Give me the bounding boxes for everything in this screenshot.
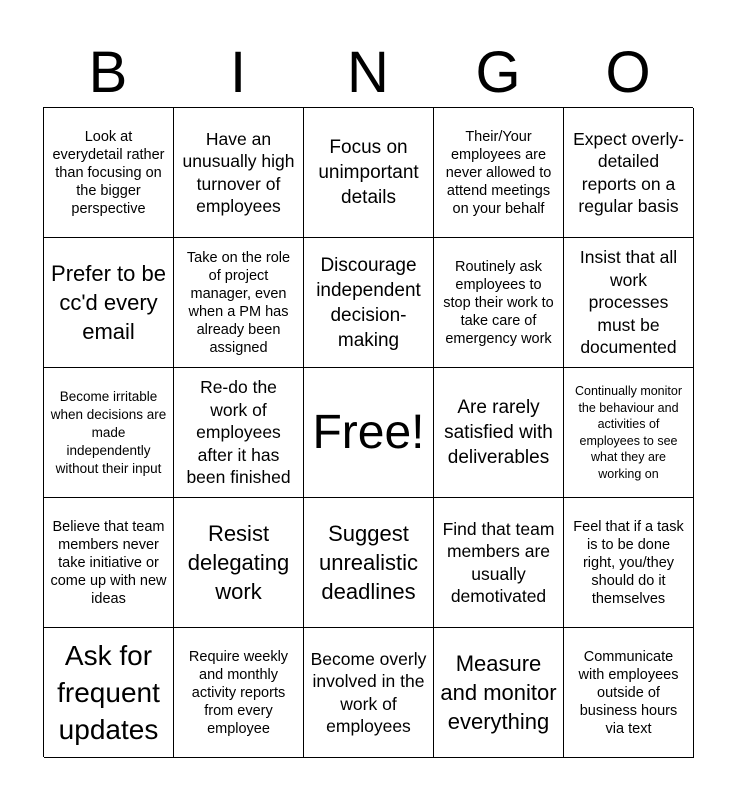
cell-text: Suggest unrealistic deadlines xyxy=(318,521,419,604)
bingo-cell[interactable] xyxy=(174,368,304,498)
bingo-header xyxy=(43,40,693,106)
cell-text: Discourage independent decision-making xyxy=(316,254,421,351)
cell-text: Insist that all work processes must be documented xyxy=(579,247,678,358)
cell-text: Take on the role of project manager, even when a PM has already been assigned xyxy=(186,249,291,356)
bingo-cell[interactable] xyxy=(174,108,304,238)
header-letter-i: I xyxy=(229,40,247,105)
bingo-cell[interactable] xyxy=(44,238,174,368)
cell-text: Believe that team members never take initiative or come up with new ideas xyxy=(50,518,167,607)
bingo-card xyxy=(43,107,693,757)
bingo-cell[interactable] xyxy=(174,628,304,758)
bingo-cell[interactable] xyxy=(564,238,694,368)
cell-text: Find that team members are usually demotivated xyxy=(442,518,555,606)
bingo-cell[interactable] xyxy=(564,368,694,498)
bingo-cell[interactable] xyxy=(434,108,564,238)
bingo-cell[interactable] xyxy=(44,628,174,758)
header-letter-g: G xyxy=(475,40,521,105)
cell-text: Expect overly-detailed reports on a regular basis xyxy=(573,128,684,216)
cell-text: Become irritable when decisions are made independently without their input xyxy=(50,388,167,476)
bingo-cell[interactable] xyxy=(44,108,174,238)
cell-text: Become overly involved in the work of employees xyxy=(310,648,427,736)
cell-text: Communicate with employees outside of business hours via text xyxy=(578,648,679,737)
cell-text: Require weekly and monthly activity reports from every employee xyxy=(188,648,289,737)
bingo-cell[interactable] xyxy=(564,628,694,758)
cell-text: Continually monitor the behaviour and activities of employees to see what they are working on xyxy=(575,384,682,481)
bingo-cell[interactable] xyxy=(174,498,304,628)
bingo-cell[interactable] xyxy=(434,368,564,498)
bingo-cell[interactable] xyxy=(174,238,304,368)
cell-text: Their/Your employees are never allowed to attend meetings on your behalf xyxy=(445,128,552,217)
cell-text: Focus on unimportant details xyxy=(318,137,419,208)
bingo-cell[interactable] xyxy=(434,628,564,758)
bingo-cell[interactable] xyxy=(304,238,434,368)
header-letter-n: N xyxy=(347,40,389,105)
cell-text: Prefer to be cc'd every email xyxy=(51,261,166,344)
free-space-text: Free! xyxy=(312,405,425,459)
cell-text: Resist delegating work xyxy=(187,521,290,604)
bingo-cell[interactable] xyxy=(564,108,694,238)
bingo-cell[interactable] xyxy=(304,498,434,628)
cell-text: Look at everydetail rather than focusing on the bigger perspective xyxy=(52,128,165,217)
header-letter-o: O xyxy=(605,40,651,105)
bingo-cell[interactable] xyxy=(434,238,564,368)
bingo-cell-free[interactable] xyxy=(304,368,434,498)
header-letter-b: B xyxy=(88,40,128,105)
cell-text: Are rarely satisfied with deliverables xyxy=(444,397,553,468)
cell-text: Have an unusually high turnover of employees xyxy=(182,128,295,216)
cell-text: Measure and monitor everything xyxy=(440,651,557,734)
cell-text: Routinely ask employees to stop their work to take care of emergency work xyxy=(443,258,554,347)
bingo-cell[interactable] xyxy=(564,498,694,628)
bingo-cell[interactable] xyxy=(304,628,434,758)
bingo-cell[interactable] xyxy=(434,498,564,628)
bingo-cell[interactable] xyxy=(304,108,434,238)
cell-text: Ask for frequent updates xyxy=(57,640,160,745)
bingo-cell[interactable] xyxy=(44,498,174,628)
bingo-cell[interactable] xyxy=(44,368,174,498)
cell-text: Feel that if a task is to be done right, you/they should do it themselves xyxy=(573,518,684,607)
cell-text: Re-do the work of employees after it has been finished xyxy=(186,377,291,488)
